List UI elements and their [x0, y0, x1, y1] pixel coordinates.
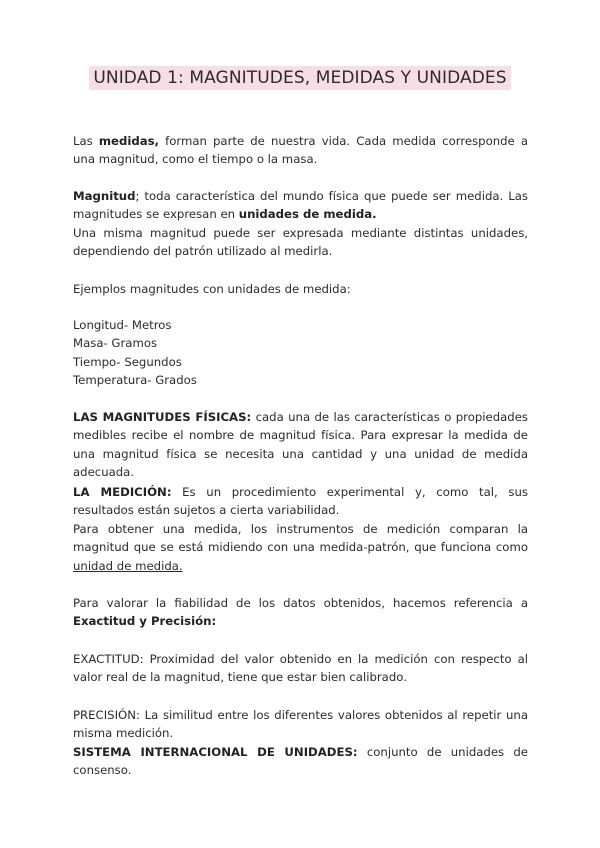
paragraph-precision	[73, 706, 528, 780]
examples-list	[73, 316, 528, 390]
page-title	[0, 68, 600, 88]
underlined-term: unidad de medida.	[73, 558, 183, 573]
paragraph-magnitud	[73, 187, 528, 261]
list-item: Temperatura- Grados	[73, 373, 197, 388]
bold-term: LA MEDICIÓN:	[73, 485, 172, 499]
bold-term: medidas,	[98, 134, 159, 148]
text-span: Para obtener una medida, los instrumentos de medición comparan la magnitud que se está midiendo con una medida-patrón, que funciona como	[73, 521, 528, 555]
title-highlight: UNIDAD 1: MAGNITUDES, MEDIDAS Y UNIDADES	[89, 66, 510, 90]
bold-term: SISTEMA INTERNACIONAL DE UNIDADES:	[73, 744, 358, 759]
list-item: Masa- Gramos	[73, 336, 158, 351]
text-span: forman parte de nuestra vida. Cada medida corresponde a una magnitud, como el tiempo o la masa.	[73, 134, 528, 167]
text-span: Las	[73, 134, 99, 148]
bold-term: Magnitud	[73, 189, 136, 203]
list-item: Tiempo- Segundos	[73, 354, 182, 369]
text-span: PRECISIÓN: La similitud entre los diferentes valores obtenidos al repetir una misma medición.	[73, 708, 528, 741]
text-span: ; toda característica del mundo física que puede ser medida. Las magnitudes se expresan en	[73, 189, 528, 222]
text-span: cada una de las características o propiedades medibles recibe el nombre de magnitud física. Para expresar la medida de una magnitud física se necesita una cantidad y una unidad de medida adecuada.	[73, 410, 528, 480]
paragraph-medicion	[73, 483, 528, 575]
paragraph-fiabilidad	[73, 594, 528, 631]
text-span: Para valorar la fiabilidad de los datos obtenidos, hacemos referencia a	[73, 596, 528, 610]
paragraph-medidas	[73, 132, 528, 169]
bold-term: Exactitud y Precisión:	[73, 614, 217, 629]
text-span: Una misma magnitud puede ser expresada mediante distintas unidades, dependiendo del patrón utilizado al medirla.	[73, 225, 528, 259]
text-span: conjunto de unidades de consenso.	[73, 744, 529, 778]
bold-term: unidades de medida.	[238, 207, 377, 222]
paragraph-ejemplos: Ejemplos magnitudes con unidades de medida:	[73, 282, 351, 296]
list-item: Longitud- Metros	[73, 318, 172, 332]
text-span: Es un procedimiento experimental y, como tal, sus resultados están sujetos a cierta variabilidad.	[73, 485, 529, 518]
paragraph-exactitud: EXACTITUD: Proximidad del valor obtenido en la medición con respecto al valor real de la magnitud, tiene que estar bien calibrado.	[73, 652, 528, 685]
paragraph-magnitudes-fisicas	[73, 408, 528, 482]
bold-term: LAS MAGNITUDES FÍSICAS:	[73, 410, 252, 424]
